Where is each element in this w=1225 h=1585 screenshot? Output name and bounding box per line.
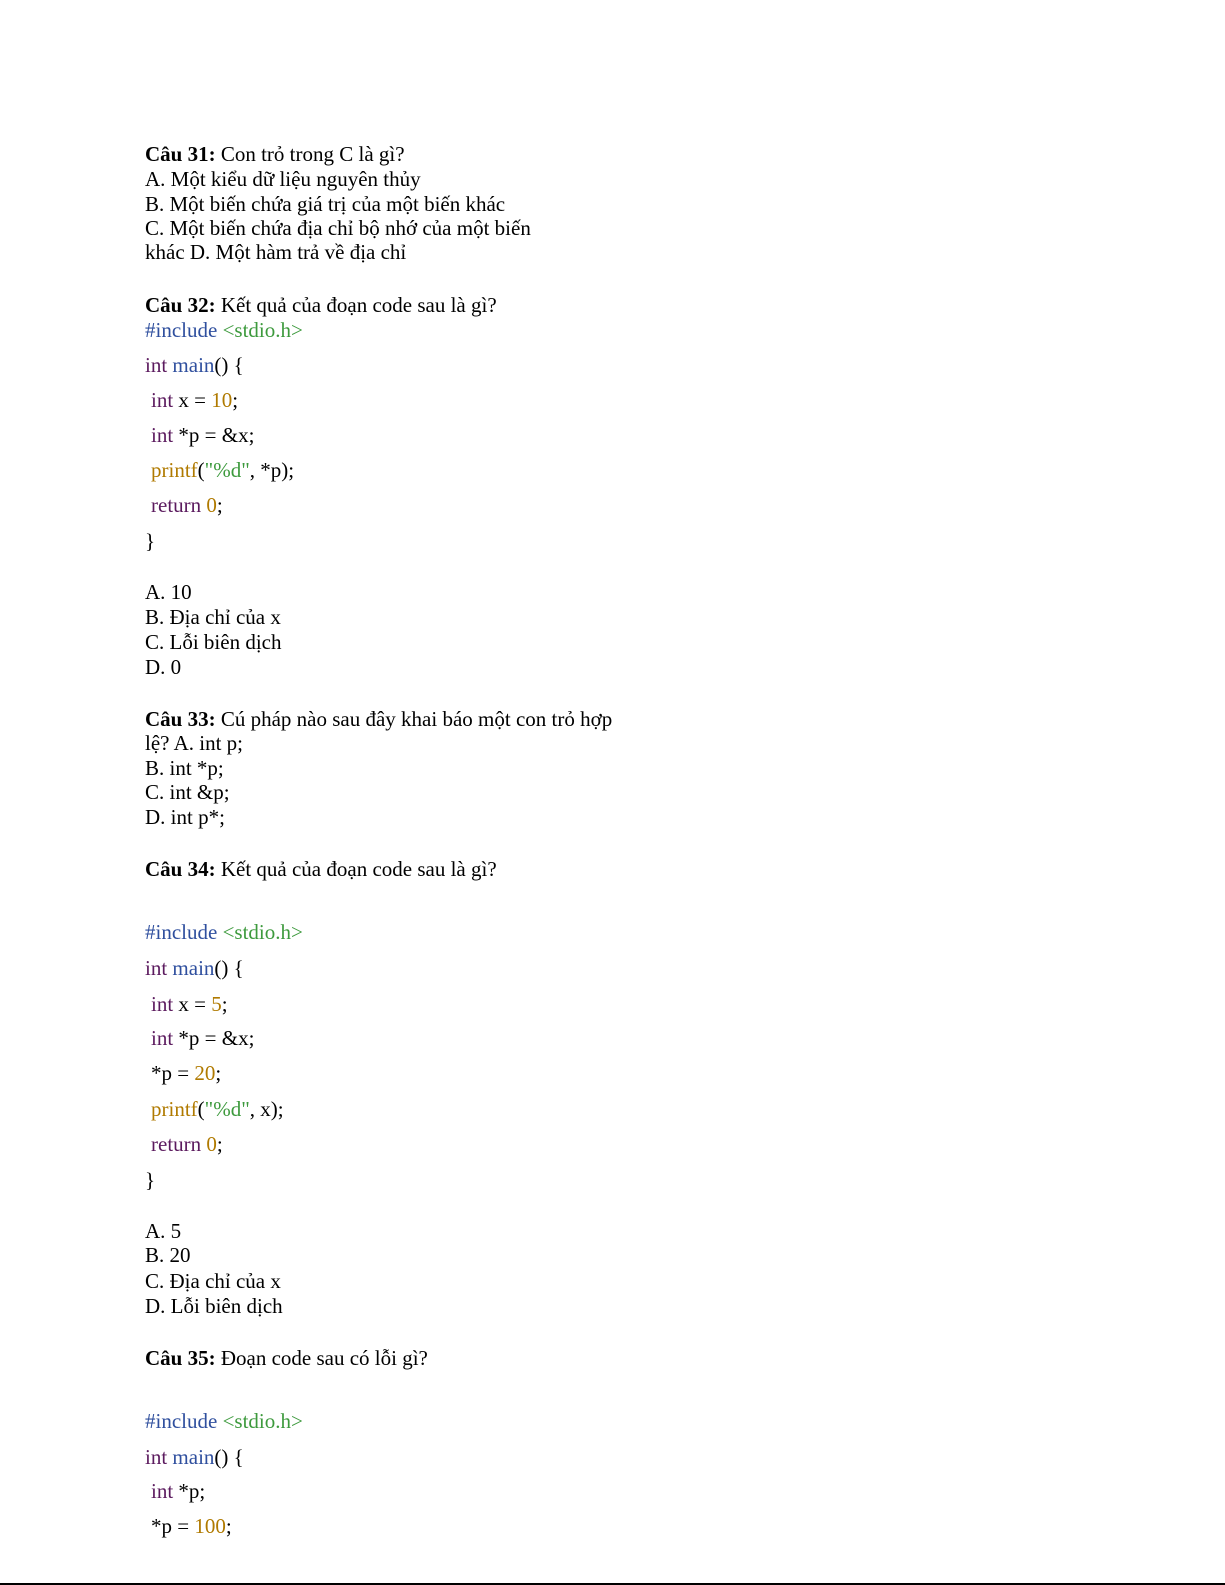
code-line xyxy=(151,992,228,1016)
code-keyword: int xyxy=(151,1479,174,1503)
question-31-text: Con trỏ trong C là gì? xyxy=(215,142,405,166)
question-34-answer-b: B. 20 xyxy=(145,1243,191,1267)
code-keyword: int xyxy=(151,1026,174,1050)
code-number: 100 xyxy=(194,1514,226,1538)
question-33-option-b: B. int *p; xyxy=(145,756,224,780)
code-keyword: int xyxy=(151,423,174,447)
code-line: } xyxy=(145,1168,156,1192)
code-text: ( xyxy=(197,1097,205,1121)
code-keyword: int xyxy=(145,353,168,377)
code-number: 0 xyxy=(206,493,217,517)
code-text: () { xyxy=(214,1445,244,1469)
code-text: ; xyxy=(216,493,223,517)
question-35-text: Đoạn code sau có lỗi gì? xyxy=(215,1346,428,1370)
code-text: ; xyxy=(221,992,228,1016)
code-text: ; xyxy=(216,1132,223,1156)
code-text: , *p); xyxy=(249,458,295,482)
code-text: , x); xyxy=(249,1097,284,1121)
code-number: 20 xyxy=(194,1061,216,1085)
code-header: <stdio.h> xyxy=(217,318,303,342)
code-function: main xyxy=(167,353,215,377)
question-34-label: Câu 34: xyxy=(145,857,216,881)
code-include: #include xyxy=(145,920,218,944)
question-34-heading xyxy=(145,857,497,881)
code-keyword: int xyxy=(151,388,174,412)
question-35-label: Câu 35: xyxy=(145,1346,216,1370)
code-line xyxy=(151,1132,223,1156)
code-text: ; xyxy=(215,1061,222,1085)
question-33-option-d: D. int p*; xyxy=(145,805,225,829)
code-text: *p = &x; xyxy=(173,1026,255,1050)
code-number: 5 xyxy=(211,992,222,1016)
question-33-label: Câu 33: xyxy=(145,707,216,731)
code-keyword: int xyxy=(145,1445,168,1469)
code-text: ; xyxy=(232,388,239,412)
code-text: *p = xyxy=(151,1514,195,1538)
question-34-answer-d: D. Lỗi biên dịch xyxy=(145,1294,283,1318)
code-keyword: return xyxy=(151,1132,202,1156)
question-31-option-d: khác D. Một hàm trả về địa chỉ xyxy=(145,240,407,264)
code-function: printf xyxy=(151,1097,198,1121)
code-line: } xyxy=(145,529,156,553)
question-32-answer-c: C. Lỗi biên dịch xyxy=(145,630,282,654)
code-keyword: int xyxy=(145,956,168,980)
code-line xyxy=(151,493,223,517)
code-function: main xyxy=(167,1445,215,1469)
code-text: ( xyxy=(197,458,205,482)
code-header: <stdio.h> xyxy=(217,1409,303,1433)
code-line xyxy=(151,1061,221,1085)
code-line xyxy=(145,318,303,342)
question-31-label: Câu 31: xyxy=(145,142,216,166)
code-string: "%d" xyxy=(204,1097,250,1121)
code-string: "%d" xyxy=(204,458,250,482)
question-31-option-c: C. Một biến chứa địa chỉ bộ nhớ của một biến xyxy=(145,216,531,240)
code-text: () { xyxy=(214,353,244,377)
question-34-text: Kết quả của đoạn code sau là gì? xyxy=(215,857,497,881)
question-32-answer-a: A. 10 xyxy=(145,580,192,604)
code-text: *p; xyxy=(173,1479,206,1503)
question-32-answer-d: D. 0 xyxy=(145,655,182,679)
code-line xyxy=(151,1479,205,1503)
code-line xyxy=(151,458,294,482)
code-line xyxy=(145,353,244,377)
question-33-text: Cú pháp nào sau đây khai báo một con trỏ hợp xyxy=(215,707,613,731)
code-line xyxy=(151,1097,284,1121)
question-33-option-a: lệ? A. int p; xyxy=(145,731,243,755)
code-line xyxy=(145,920,303,944)
question-31-option-a: A. Một kiểu dữ liệu nguyên thủy xyxy=(145,167,421,191)
code-text: () { xyxy=(214,956,244,980)
question-34-answer-c: C. Địa chỉ của x xyxy=(145,1269,281,1293)
code-number: 10 xyxy=(211,388,233,412)
code-line xyxy=(151,1026,254,1050)
question-34-answer-a: A. 5 xyxy=(145,1219,182,1243)
question-31-heading xyxy=(145,142,405,166)
code-line xyxy=(145,956,244,980)
code-function: main xyxy=(167,956,215,980)
code-line xyxy=(151,388,238,412)
code-header: <stdio.h> xyxy=(217,920,303,944)
code-text: *p = &x; xyxy=(173,423,255,447)
code-text: x = xyxy=(173,388,212,412)
document-page xyxy=(145,0,1145,1585)
code-line xyxy=(145,1445,244,1469)
code-line xyxy=(145,1409,303,1433)
code-number: 0 xyxy=(206,1132,217,1156)
code-keyword: int xyxy=(151,992,174,1016)
question-32-heading xyxy=(145,293,497,317)
question-32-text: Kết quả của đoạn code sau là gì? xyxy=(215,293,497,317)
question-32-answer-b: B. Địa chỉ của x xyxy=(145,605,281,629)
code-text: *p = xyxy=(151,1061,195,1085)
code-text: ; xyxy=(225,1514,232,1538)
code-line xyxy=(151,1514,232,1538)
code-keyword: return xyxy=(151,493,202,517)
code-text: x = xyxy=(173,992,212,1016)
question-35-heading xyxy=(145,1346,428,1370)
question-31-option-b: B. Một biến chứa giá trị của một biến khác xyxy=(145,192,506,216)
question-33-heading xyxy=(145,707,612,731)
code-include: #include xyxy=(145,1409,218,1433)
code-line xyxy=(151,423,254,447)
question-33-option-c: C. int &p; xyxy=(145,780,230,804)
code-include: #include xyxy=(145,318,218,342)
question-32-label: Câu 32: xyxy=(145,293,216,317)
code-function: printf xyxy=(151,458,198,482)
